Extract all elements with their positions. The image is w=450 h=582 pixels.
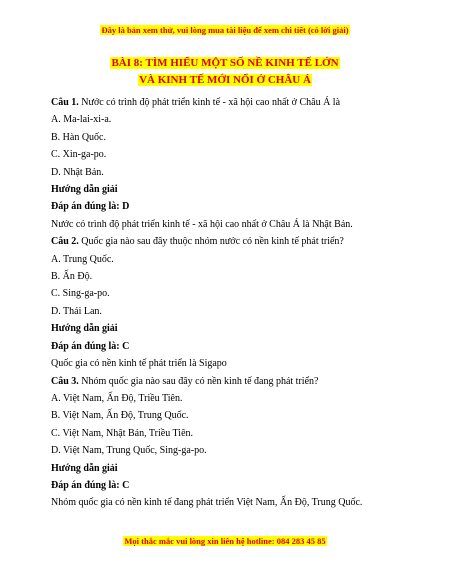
question-3 xyxy=(51,373,411,390)
question-1-option-d: D. Nhật Bản. xyxy=(51,166,104,178)
question-2-explanation: Quốc gia có nền kinh tế phát triển là Sigapo xyxy=(51,358,227,370)
question-3-option-c: C. Việt Nam, Nhật Bản, Triều Tiên. xyxy=(51,427,194,439)
question-2-option-b: B. Ấn Độ. xyxy=(51,271,93,283)
question-2-option-a: A. Trung Quốc. xyxy=(51,253,114,265)
question-3-explanation: Nhóm quốc gia có nền kinh tế đang phát triển Việt Nam, Ấn Độ, Trung Quốc. xyxy=(51,497,363,509)
question-3-answer: Đáp án đúng là: C xyxy=(51,479,130,491)
question-2-option-c: C. Sing-ga-po. xyxy=(51,288,110,300)
preview-notice-text: Đây là bản xem thử, vui lòng mua tài liệu để xem chi tiết (có lời giải) xyxy=(101,25,349,35)
lesson-title-text-2: VÀ KINH TẾ MỚI NỔI Ở CHÂU Á xyxy=(139,74,311,86)
question-2-option-d: D. Thái Lan. xyxy=(51,305,102,317)
hotline-text: Mọi thắc mắc vui lòng xin liên hệ hotline: 084 283 45 85 xyxy=(124,536,326,546)
question-1-option-a: A. Ma-lai-xi-a. xyxy=(51,114,112,126)
question-1-answer: Đáp án đúng là: D xyxy=(51,201,130,213)
question-3-label: Câu 3. xyxy=(51,375,79,387)
lesson-title-line-2 xyxy=(0,74,450,86)
question-2-label: Câu 2. xyxy=(51,236,79,248)
question-3-guide-heading: Hướng dẫn giải xyxy=(51,462,118,474)
question-list xyxy=(51,94,411,512)
question-1-text: Nước có trình độ phát triển kinh tế - xã hội cao nhất ở Châu Á là xyxy=(78,97,341,108)
question-3-option-b: B. Việt Nam, Ấn Độ, Trung Quốc. xyxy=(51,410,189,422)
question-3-option-a: A. Việt Nam, Ấn Độ, Triều Tiên. xyxy=(51,392,183,404)
question-1-explanation: Nước có trình độ phát triển kinh tế - xã hội cao nhất ở Châu Á là Nhật Bản. xyxy=(51,218,353,230)
question-2-guide-heading: Hướng dẫn giải xyxy=(51,323,118,335)
preview-notice-banner xyxy=(0,25,450,35)
lesson-title-line-1 xyxy=(0,57,450,69)
question-1-label: Câu 1. xyxy=(51,97,79,108)
lesson-title-text-1: BÀI 8: TÌM HIỂU MỘT SỐ NỀ KINH TẾ LỚN xyxy=(111,57,339,69)
question-1-option-c: C. Xin-ga-po. xyxy=(51,149,107,161)
question-3-option-d: D. Việt Nam, Trung Quốc, Sing-ga-po. xyxy=(51,445,207,457)
hotline-banner xyxy=(0,536,450,546)
question-1-guide-heading: Hướng dẫn giải xyxy=(51,184,118,196)
question-2-answer: Đáp án đúng là: C xyxy=(51,340,130,352)
question-2-text: Quốc gia nào sau đây thuộc nhóm nước có nền kinh tế phát triển? xyxy=(78,236,344,248)
question-3-text: Nhóm quốc gia nào sau đây có nền kinh tế đang phát triển? xyxy=(78,375,319,387)
question-2 xyxy=(51,233,411,250)
question-1-option-b: B. Hàn Quốc. xyxy=(51,131,106,143)
question-1 xyxy=(51,94,411,111)
